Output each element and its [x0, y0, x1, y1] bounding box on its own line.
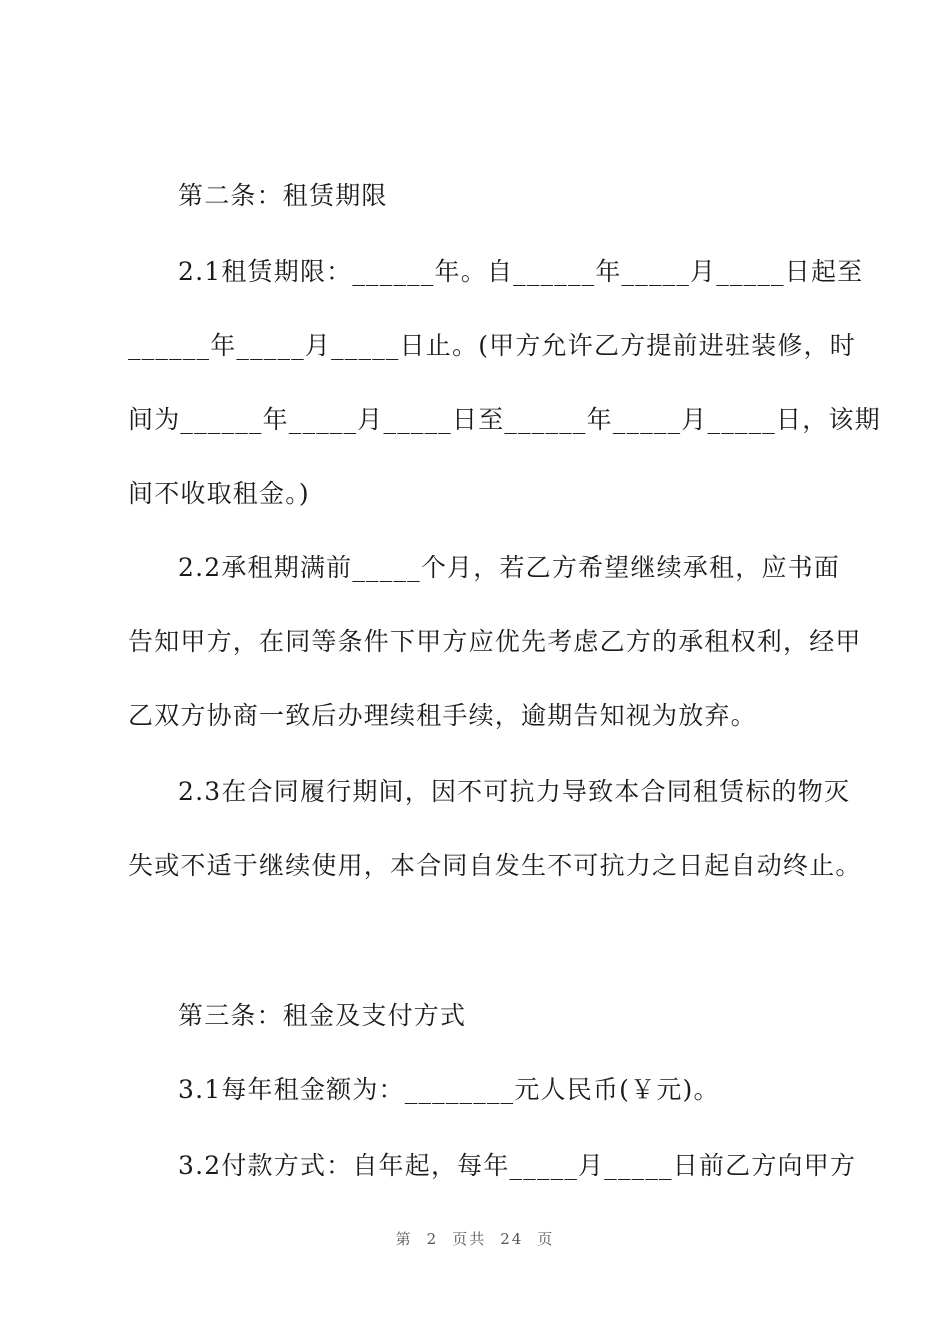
section-3-heading: 第三条：租金及支付方式 [178, 1001, 467, 1030]
footer-prefix: 第 [395, 1230, 413, 1248]
clause-2-2-line-3: 乙双方协商一致后办理续租手续，逾期告知视为放弃。 [128, 701, 757, 730]
clause-3-2-line-1: 3.2付款方式：自年起，每年_____月_____日前乙方向甲方 [178, 1151, 857, 1180]
page-footer [0, 1228, 950, 1249]
clause-3-1-line-1: 3.1每年租金额为：________元人民币(￥元)。 [178, 1075, 720, 1104]
clause-2-1-line-2: ______年_____月_____日止。(甲方允许乙方提前进驻装修，时 [128, 331, 856, 360]
clause-2-1-line-3: 间为______年_____月_____日至______年_____月_____日，该期 [128, 405, 881, 434]
footer-middle: 页共 [452, 1230, 487, 1248]
clause-2-3-line-1: 2.3在合同履行期间，因不可抗力导致本合同租赁标的物灭 [178, 777, 851, 806]
clause-2-1-line-1: 2.1租赁期限：______年。自______年_____月_____日起至 [178, 257, 864, 286]
clause-2-2-line-2: 告知甲方，在同等条件下甲方应优先考虑乙方的承租权利，经甲 [128, 627, 862, 656]
clause-2-1-line-4: 间不收取租金。) [128, 479, 310, 508]
footer-total-pages: 24 [500, 1230, 524, 1248]
clause-2-2-line-1: 2.2承租期满前_____个月，若乙方希望继续承租，应书面 [178, 553, 841, 582]
footer-suffix: 页 [537, 1230, 555, 1248]
section-2-heading: 第二条：租赁期限 [178, 181, 388, 210]
footer-current-page: 2 [426, 1230, 439, 1248]
clause-2-3-line-2: 失或不适于继续使用，本合同自发生不可抗力之日起自动终止。 [128, 851, 862, 880]
